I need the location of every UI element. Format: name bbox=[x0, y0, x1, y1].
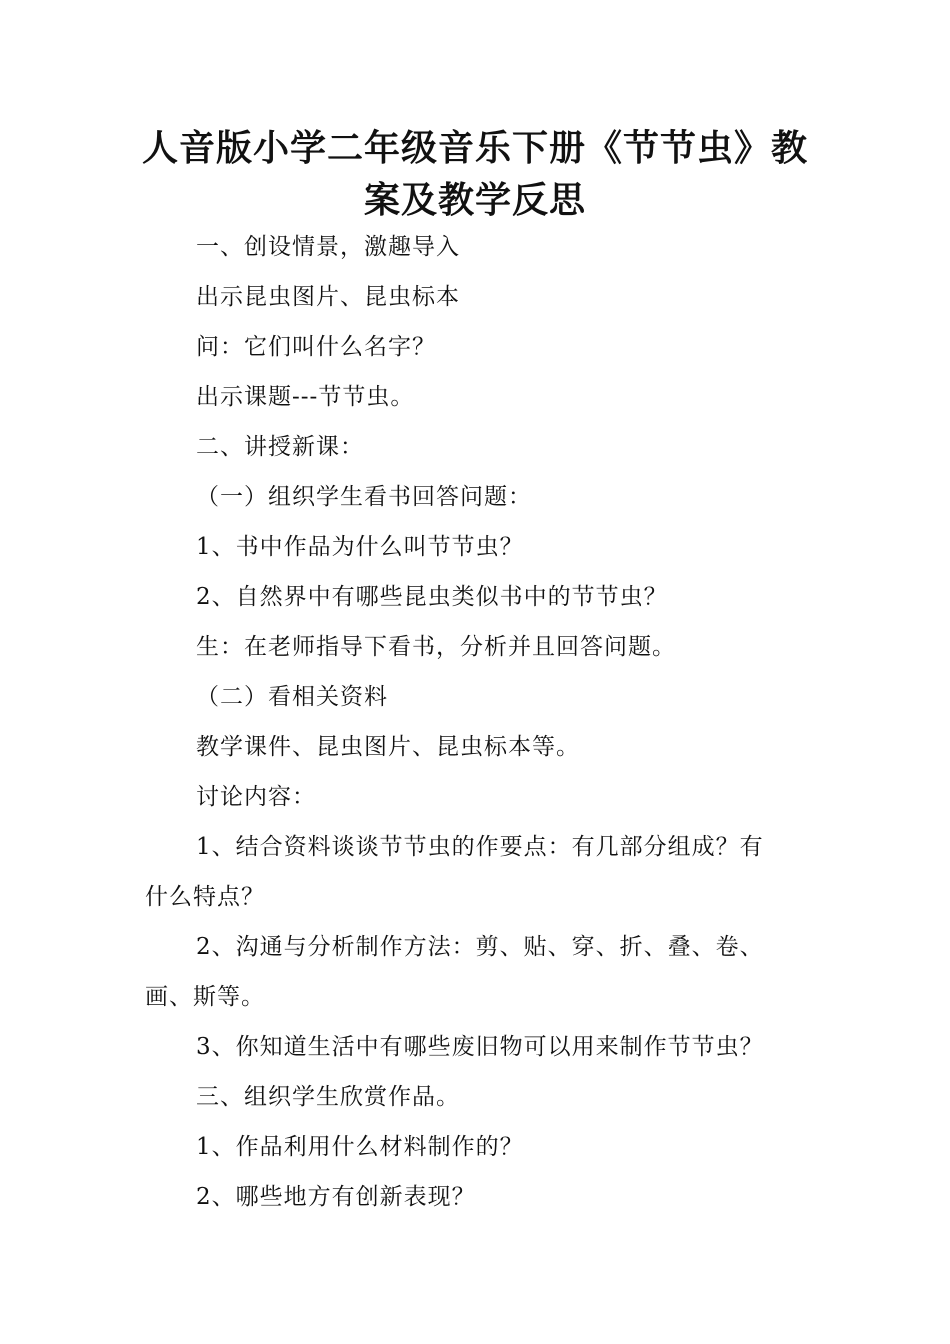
paragraph: 讨论内容： bbox=[196, 784, 316, 810]
paragraph bbox=[0, 922, 950, 1022]
paragraph: 1、书中作品为什么叫节节虫？ bbox=[196, 534, 524, 560]
paragraph: 1、作品利用什么材料制作的？ bbox=[196, 1134, 524, 1160]
document-body bbox=[0, 222, 950, 1222]
paragraph: 2、自然界中有哪些昆虫类似书中的节节虫？ bbox=[196, 584, 668, 610]
paragraph bbox=[0, 822, 950, 922]
paragraph: 问：它们叫什么名字？ bbox=[196, 334, 436, 360]
paragraph-line: 1、结合资料谈谈节节虫的作要点：有几部分组成？有 bbox=[196, 834, 764, 860]
paragraph: 三、组织学生欣赏作品。 bbox=[196, 1084, 460, 1110]
paragraph: 二、讲授新课： bbox=[196, 434, 364, 460]
paragraph: （一）组织学生看书回答问题： bbox=[196, 484, 532, 510]
paragraph: 出示课题---节节虫。 bbox=[196, 384, 415, 410]
paragraph: 生：在老师指导下看书，分析并且回答问题。 bbox=[196, 634, 676, 660]
paragraph: （二）看相关资料 bbox=[196, 684, 388, 710]
paragraph: 一、创设情景，激趣导入 bbox=[196, 234, 460, 260]
paragraph: 出示昆虫图片、昆虫标本 bbox=[196, 284, 460, 310]
paragraph: 2、哪些地方有创新表现？ bbox=[196, 1184, 476, 1210]
paragraph-line: 2、沟通与分析制作方法：剪、贴、穿、折、叠、卷、 bbox=[196, 934, 764, 960]
paragraph: 教学课件、昆虫图片、昆虫标本等。 bbox=[196, 734, 580, 760]
paragraph: 3、你知道生活中有哪些废旧物可以用来制作节节虫？ bbox=[196, 1034, 764, 1060]
paragraph-line: 什么特点？ bbox=[145, 884, 265, 910]
paragraph-line: 画、斯等。 bbox=[145, 984, 265, 1010]
document-title-line-2: 案及教学反思 bbox=[363, 180, 586, 221]
document-title-line-1: 人音版小学二年级音乐下册《节节虫》教 bbox=[141, 128, 808, 169]
